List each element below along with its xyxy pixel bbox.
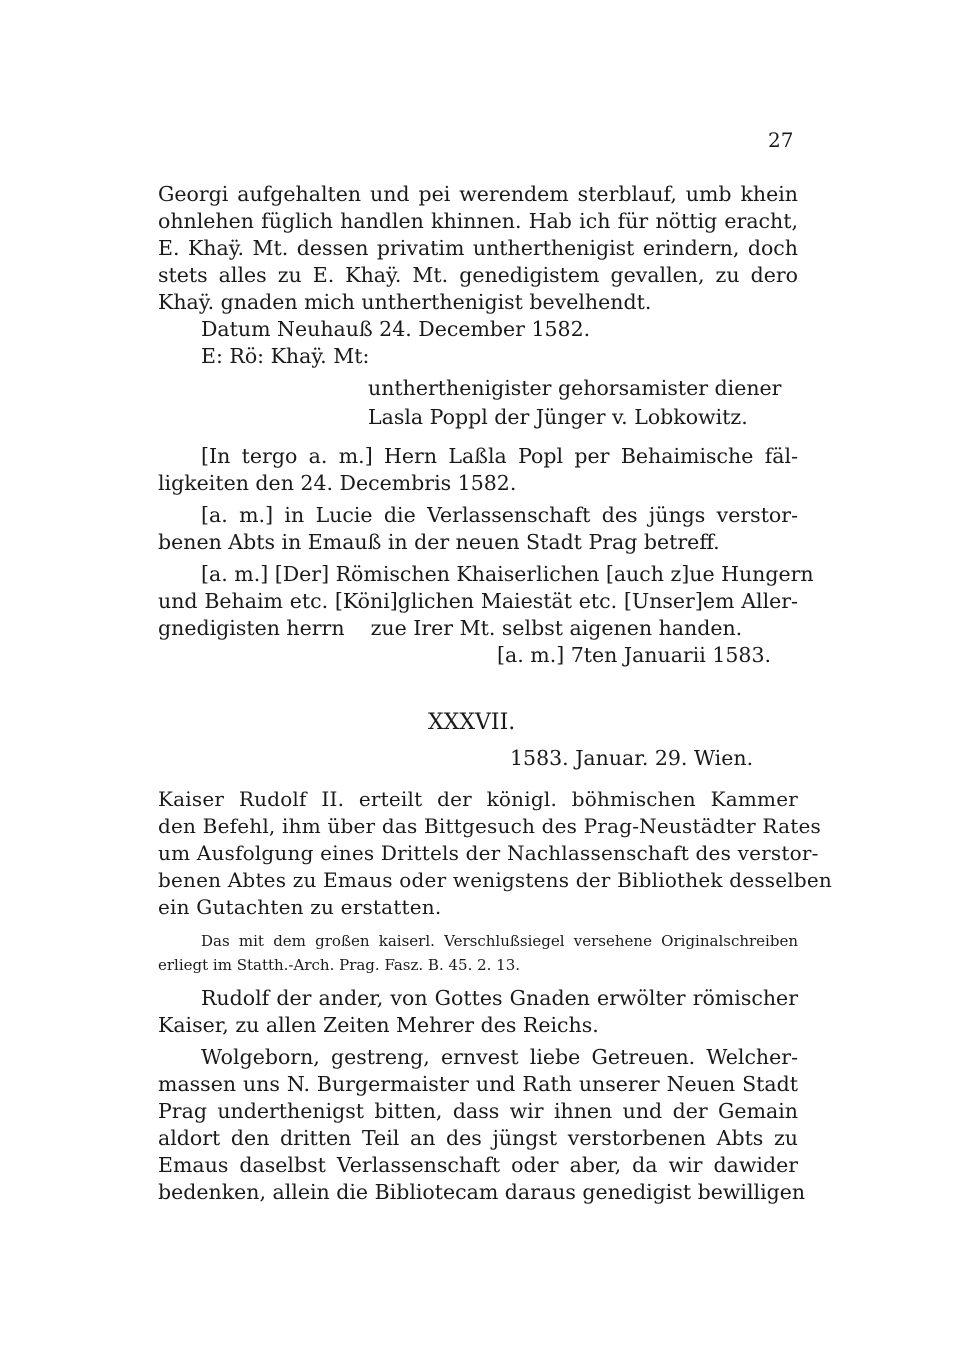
- datum-line: Datum Neuhauß 24. December 1582.: [201, 317, 591, 341]
- tergo-line: [In tergo a. m.] Hern Laßla Popl per Behaimische fäl-: [201, 444, 798, 468]
- salutation-line: E: Rö: Khaÿ. Mt:: [201, 344, 370, 368]
- address-line: und Behaim etc. [Köni]glichen Maiestät etc. [Unser]em Aller-: [158, 589, 798, 613]
- section-number: XXXVII.: [428, 710, 516, 735]
- body-line: massen uns N. Burgermaister und Rath unserer Neuen Stadt: [158, 1072, 798, 1096]
- body-line: Emaus daselbst Verlassenschaft oder aber, da wir dawider: [158, 1153, 798, 1177]
- text-line: E. Khaÿ. Mt. dessen privatim untherthenigist erindern, doch: [158, 236, 798, 260]
- summary-line: Kaiser Rudolf II. erteilt der königl. böhmischen Kammer: [158, 787, 798, 811]
- annotation-date: [a. m.] 7ten Januarii 1583.: [497, 643, 772, 667]
- annotation-line: benen Abts in Emauß in der neuen Stadt Prag betreff.: [158, 530, 720, 554]
- text-line: ohnlehen füglich handlen khinnen. Hab ich für nöttig eracht,: [158, 209, 798, 233]
- signature-name: Lasla Poppl der Jünger v. Lobkowitz.: [368, 405, 748, 429]
- intro-line: Rudolf der ander, von Gottes Gnaden erwölter römischer: [201, 986, 798, 1010]
- summary-line: um Ausfolgung eines Drittels der Nachlassenschaft des verstor-: [158, 841, 819, 865]
- signature-line: untherthenigister gehorsamister diener: [368, 376, 782, 400]
- body-line: Wolgeborn, gestreng, ernvest liebe Getreuen. Welcher-: [201, 1045, 798, 1069]
- source-note-line: erliegt im Statth.-Arch. Prag. Fasz. B. 45. 2. 13.: [158, 956, 521, 974]
- summary-line: benen Abtes zu Emaus oder wenigstens der Bibliothek desselben: [158, 868, 833, 892]
- text-line: Khaÿ. gnaden mich untherthenigist bevelhendt.: [158, 290, 652, 314]
- annotation-line: [a. m.] in Lucie die Verlassenschaft des jüngs verstor-: [201, 503, 798, 527]
- address-line: [a. m.] [Der] Römischen Khaiserlichen [auch z]ue Hungern: [201, 562, 814, 586]
- body-line: bedenken, allein die Bibliotecam daraus genedigist bewilligen: [158, 1180, 806, 1204]
- body-line: Prag underthenigst bitten, dass wir ihnen und der Gemain: [158, 1099, 798, 1123]
- tergo-line: ligkeiten den 24. Decembris 1582.: [158, 471, 517, 495]
- intro-line: Kaiser, zu allen Zeiten Mehrer des Reichs.: [158, 1013, 599, 1037]
- text-line: stets alles zu E. Khaÿ. Mt. genedigistem gevallen, zu dero: [158, 263, 798, 287]
- address-line: gnedigisten herrn zue Irer Mt. selbst aigenen handen.: [158, 616, 743, 640]
- summary-line: ein Gutachten zu erstatten.: [158, 895, 442, 919]
- source-note-line: Das mit dem großen kaiserl. Verschlußsiegel versehene Originalschreiben: [201, 932, 798, 950]
- summary-line: den Befehl, ihm über das Bittgesuch des Prag-Neustädter Rates: [158, 814, 821, 838]
- page-number: 27: [768, 128, 794, 152]
- section-date-place: 1583. Januar. 29. Wien.: [510, 746, 754, 770]
- text-line: Georgi aufgehalten und pei werendem sterblauf, umb khein: [158, 182, 798, 206]
- body-line: aldort den dritten Teil an des jüngst verstorbenen Abts zu: [158, 1126, 798, 1150]
